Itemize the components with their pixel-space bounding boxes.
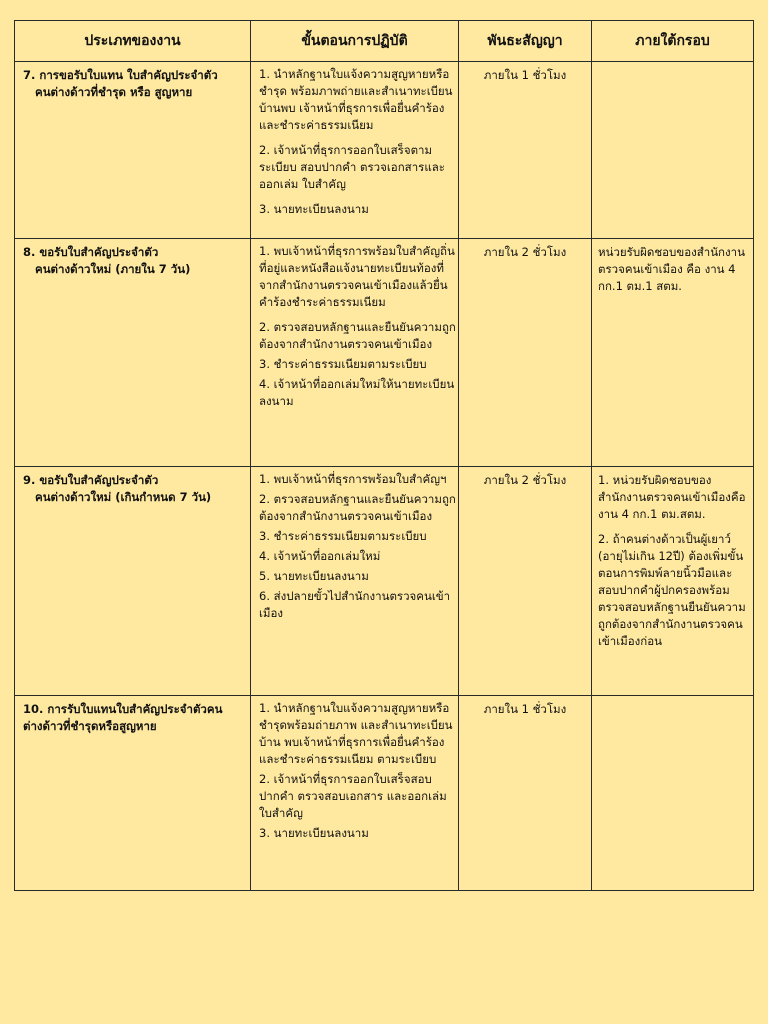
row-promise-cell: ภายใน 1 ชั่วโมง — [459, 62, 592, 239]
step-item: 3. ชำระค่าธรรมเนียมตามระเบียบ — [259, 357, 427, 371]
row-type-cell — [15, 467, 251, 696]
table-row — [15, 696, 754, 891]
header-steps: ขั้นตอนการปฏิบัติ — [251, 21, 459, 62]
step-item: 6. ส่งปลายขั้วไปสำนักงานตรวจคนเข้าเมือง — [259, 589, 451, 620]
step-item: 1. นำหลักฐานใบแจ้งความสูญหายหรือชำรุด พร้อมภาพถ่ายและสำเนาทะเบียนบ้านพบ เจ้าหน้าที่ธุรการเพื่อยื่นคำร้องและชำระค่าธรรมเนียม — [259, 67, 453, 132]
type-line-2: คนต่างด้าวใหม่ (ภายใน 7 วัน) — [35, 262, 191, 276]
procedure-table — [14, 20, 754, 891]
row-type-cell — [15, 62, 251, 239]
step-item: 4. เจ้าหน้าที่ออกเล่มใหม่ให้นายทะเบียนลงนาม — [259, 377, 455, 408]
step-item: 2. ตรวจสอบหลักฐานและยืนยันความถูกต้องจากสำนักงานตรวจคนเข้าเมือง — [259, 492, 456, 523]
row-promise-cell: ภายใน 1 ชั่วโมง — [459, 696, 592, 891]
table-row — [15, 239, 754, 467]
table-row — [15, 467, 754, 696]
header-frame: ภายใต้กรอบ — [592, 21, 754, 62]
row-frame-cell — [592, 62, 754, 239]
step-item: 1. นำหลักฐานใบแจ้งความสูญหายหรือชำรุดพร้อมถ่ายภาพ และสำเนาทะเบียนบ้าน พบเจ้าหน้าที่ธุรการเพื่อยื่นคำร้องและชำระค่าธรรมเนียม ตามระเบียบ — [259, 701, 453, 766]
frame-note: 2. ถ้าคนต่างด้าวเป็นผู้เยาว์ (อายุไม่เกิน 12ปี) ต้องเพิ่มขั้นตอนการพิมพ์ลายนิ้วมือและสอบปากคำผู้ปกครองพร้อมตรวจสอบหลักฐานยืนยันความถูกต้องจากสำนักงานตรวจคนเข้าเมืองก่อน — [598, 532, 746, 648]
step-item: 3. นายทะเบียนลงนาม — [259, 826, 369, 840]
type-line-2: ต่างด้าวที่ชำรุดหรือสูญหาย — [23, 719, 157, 733]
header-promise: พันธะสัญญา — [459, 21, 592, 62]
frame-note: 1. หน่วยรับผิดชอบของสำนักงานตรวจคนเข้าเมืองคือ งาน 4 กก.1 ตม.สตม. — [598, 473, 746, 521]
step-item: 1. พบเจ้าหน้าที่ธุรการพร้อมใบสำคัญฯ — [259, 472, 447, 486]
header-type: ประเภทของงาน — [15, 21, 251, 62]
row-steps-cell — [251, 239, 459, 467]
row-frame-cell — [592, 696, 754, 891]
row-promise-cell: ภายใน 2 ชั่วโมง — [459, 467, 592, 696]
type-line-1: 10. การรับใบแทนใบสำคัญประจำตัวคน — [23, 702, 223, 716]
row-promise-cell: ภายใน 2 ชั่วโมง — [459, 239, 592, 467]
row-frame-cell — [592, 467, 754, 696]
type-line-2: คนต่างด้าวใหม่ (เกินกำหนด 7 วัน) — [35, 490, 212, 504]
type-line-2: คนต่างด้าวที่ชำรุด หรือ สูญหาย — [35, 85, 193, 99]
type-line-1: 7. การขอรับใบแทน ใบสำคัญประจำตัว — [23, 68, 218, 82]
table-header-row — [15, 21, 754, 62]
type-line-1: 9. ขอรับใบสำคัญประจำตัว — [23, 473, 159, 487]
step-item: 2. ตรวจสอบหลักฐานและยืนยันความถูกต้องจากสำนักงานตรวจคนเข้าเมือง — [259, 320, 456, 351]
row-type-cell — [15, 239, 251, 467]
row-steps-cell — [251, 62, 459, 239]
table-row — [15, 62, 754, 239]
step-item: 1. พบเจ้าหน้าที่ธุรการพร้อมใบสำคัญถิ่นที่อยู่และหนังสือแจ้งนายทะเบียนท้องที่จากสำนักงานตรวจคนเข้าเมืองแล้วยื่นคำร้องชำระค่าธรรมเนียม — [259, 244, 455, 309]
step-item: 5. นายทะเบียนลงนาม — [259, 569, 369, 583]
step-item: 3. นายทะเบียนลงนาม — [259, 202, 369, 216]
row-steps-cell — [251, 467, 459, 696]
row-frame-cell — [592, 239, 754, 467]
step-item: 2. เจ้าหน้าที่ธุรการออกใบเสร็จสอบปากคำ ตรวจสอบเอกสาร และออกเล่มใบสำคัญ — [259, 772, 447, 820]
row-type-cell — [15, 696, 251, 891]
step-item: 3. ชำระค่าธรรมเนียมตามระเบียบ — [259, 529, 427, 543]
row-steps-cell — [251, 696, 459, 891]
step-item: 2. เจ้าหน้าที่ธุรการออกใบเสร็จตามระเบียบ สอบปากคำ ตรวจเอกสารและออกเล่ม ใบสำคัญ — [259, 143, 445, 191]
type-line-1: 8. ขอรับใบสำคัญประจำตัว — [23, 245, 159, 259]
frame-note: หน่วยรับผิดชอบของสำนักงานตรวจคนเข้าเมือง คือ งาน 4 กก.1 ตม.1 สตม. — [598, 245, 745, 293]
step-item: 4. เจ้าหน้าที่ออกเล่มใหม่ — [259, 549, 381, 563]
